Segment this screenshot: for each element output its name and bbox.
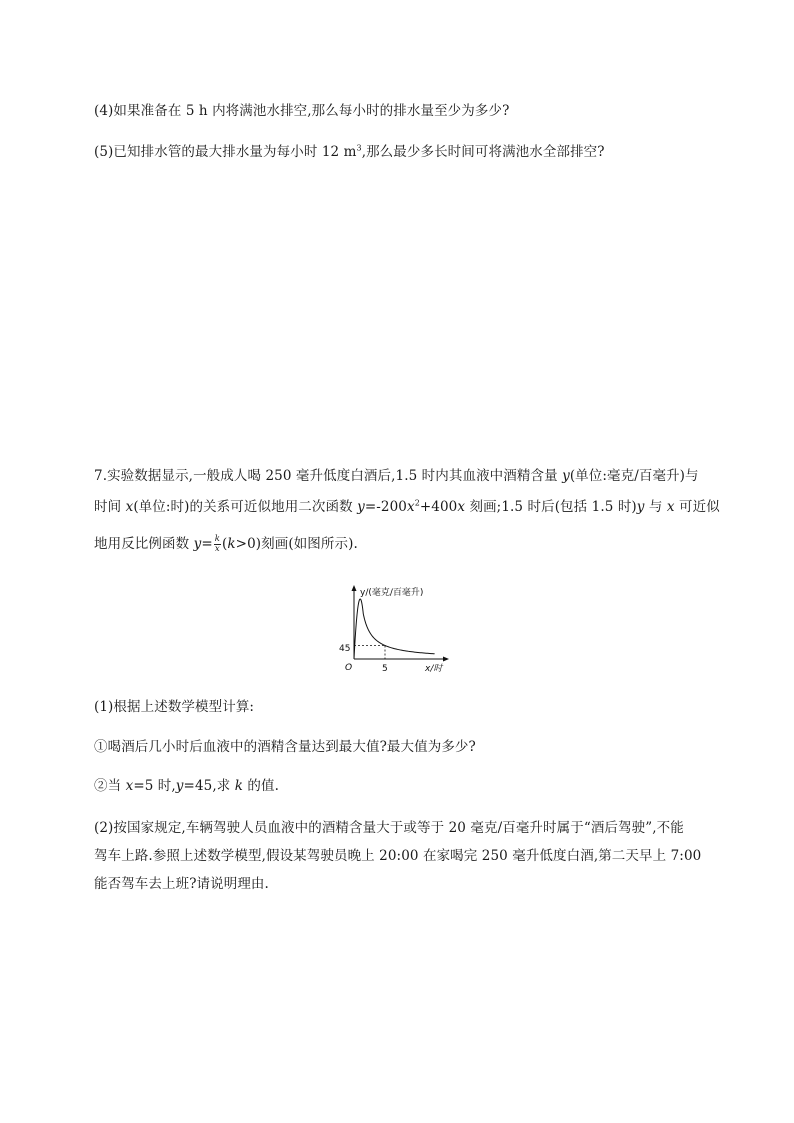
origin-label: O: [345, 663, 353, 673]
x-tick-label-5: 5: [382, 664, 388, 674]
y-tick-label-45: 45: [339, 644, 351, 654]
question-2-line-3: 能否驾车去上班?请说明理由.: [94, 876, 269, 892]
problem-7-line-3: 地用反比例函数 y= $\frac{k}{x}$ (k>0)刻画(如图所示).: [94, 534, 358, 554]
x-axis-label: x/时: [425, 664, 443, 674]
question-1: (1)根据上述数学模型计算:: [94, 699, 255, 715]
y-axis-label: y/(毫克/百毫升): [360, 588, 424, 598]
question-2-line-2: 驾车上路.参照上述数学模型,假设某驾驶员晚上 20:00 在家喝完 250 毫升低度白酒,第二天早上 7:00: [94, 848, 702, 864]
y-axis-arrow: [352, 585, 357, 591]
question-5: (5)已知排水管的最大排水量为每小时 12 $m^3$,那么最少多长时间可将满池水全部排空?: [94, 143, 605, 160]
x-axis-arrow: [443, 657, 449, 662]
problem-7-line-2: 时间 x(单位:时)的关系可近似地用二次函数 $y=-200x^2+400x$ 刻画;1.5 时后(包括 1.5 时)y 与 x 可近似: [94, 498, 720, 515]
series-inverse-curve: [363, 614, 434, 654]
question-4: (4)如果准备在 5 h 内将满池水排空,那么每小时的排水量至少为多少?: [94, 103, 510, 119]
question-1-part-2: ②当 x=5 时,y=45,求 k 的值.: [94, 778, 279, 794]
alcohol-content-graph: [334, 578, 454, 678]
k-over-x-fraction: $\frac{k}{x}$: [214, 534, 221, 554]
question-1-part-1: ①喝酒后几小时后血液中的酒精含量达到最大值?最大值为多少?: [94, 739, 476, 755]
problem-7-line-1: 7.实验数据显示,一般成人喝 250 毫升低度白酒后,1.5 时内其血液中酒精含量 y(单位:毫克/百毫升)与: [94, 468, 699, 484]
series-quadratic-curve: [354, 599, 363, 659]
question-2-line-1: (2)按国家规定,车辆驾驶人员血液中的酒精含量大于或等于 20 毫克/百毫升时属于“酒后驾驶”,不能: [94, 820, 684, 836]
